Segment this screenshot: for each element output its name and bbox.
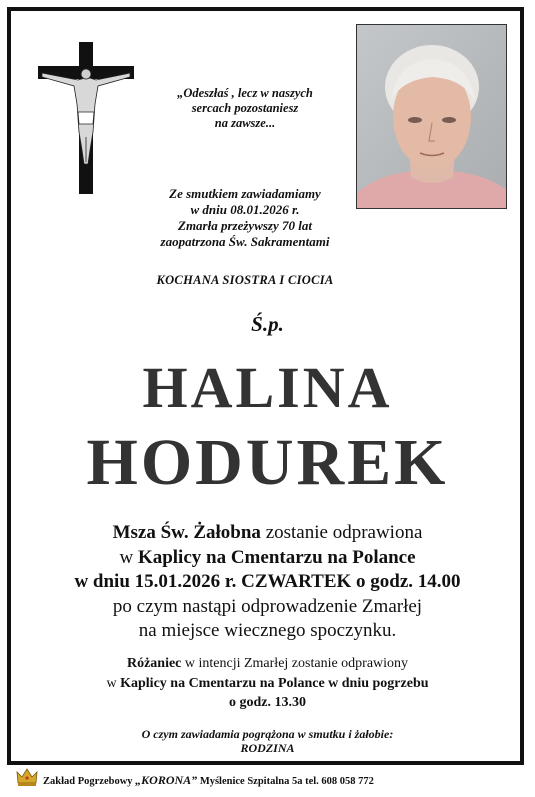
mass-line-1	[0, 521, 535, 546]
funeral-home-name: „KORONA”	[135, 773, 198, 787]
rosary-line-1	[0, 654, 535, 674]
funeral-home-footer	[16, 770, 526, 790]
announcement-line: Ze smutkiem zawiadamiamy	[169, 186, 321, 201]
crucifix-icon	[38, 42, 134, 194]
closing-note	[0, 727, 535, 755]
rosary-text: w intencji Zmarłej zostanie odprawiony	[181, 656, 409, 671]
mass-datetime: w dniu 15.01.2026 r. CZWARTEK o godz. 14.00	[74, 571, 461, 592]
quote-line: sercach pozostaniesz	[191, 101, 299, 115]
mass-line-2	[0, 546, 535, 571]
deceased-last-name: HODUREK	[86, 426, 449, 499]
rosary-line-2	[0, 674, 535, 694]
relation-line: KOCHANA SIOSTRA I CIOCIA	[156, 273, 334, 287]
mass-location: Kaplicy na Cmentarzu na Polance	[137, 546, 416, 568]
memorial-quote	[145, 86, 345, 131]
mass-title: Msza Św. Żałobna	[112, 522, 261, 543]
rosary-location: Kaplicy na Cmentarzu na Polance w dniu pogrzebu	[120, 675, 429, 691]
death-date: w dniu 08.01.2026 r.	[190, 202, 300, 217]
portrait-photo	[356, 24, 507, 209]
rosary-prefix: w	[106, 675, 121, 691]
sacraments-line: zaopatrzona Św. Sakramentami	[160, 234, 330, 249]
rosary-time: o godz. 13.30	[229, 695, 306, 710]
family-signature: RODZINA	[240, 741, 295, 755]
rosary-info	[0, 654, 535, 713]
mass-text: zostanie odprawiona	[260, 522, 423, 543]
footer-contact: Myślenice Szpitalna 5a tel. 608 058 772	[197, 776, 374, 787]
funeral-mass-info	[0, 521, 535, 644]
sp-abbreviation: Ś.p.	[251, 312, 284, 336]
quote-line: na zawsze...	[214, 116, 276, 130]
crown-icon	[16, 767, 38, 787]
footer-text	[43, 773, 374, 788]
mass-line-5: na miejsce wiecznego spoczynku.	[138, 620, 397, 641]
age-line: Zmarła przeżywszy 70 lat	[178, 218, 312, 233]
mass-line-4: po czym nastąpi odprowadzenie Zmarłej	[112, 595, 423, 617]
footer-prefix: Zakład Pogrzebowy	[43, 776, 136, 787]
quote-line: „Odeszłaś , lecz w naszych	[177, 86, 313, 100]
rosary-title: Różaniec	[126, 656, 182, 671]
mass-prefix: w	[119, 546, 138, 568]
closing-line: O czym zawiadamia pogrążona w smutku i żałobie:	[141, 727, 394, 741]
deceased-first-name: HALINA	[142, 355, 393, 420]
death-announcement	[95, 186, 395, 250]
